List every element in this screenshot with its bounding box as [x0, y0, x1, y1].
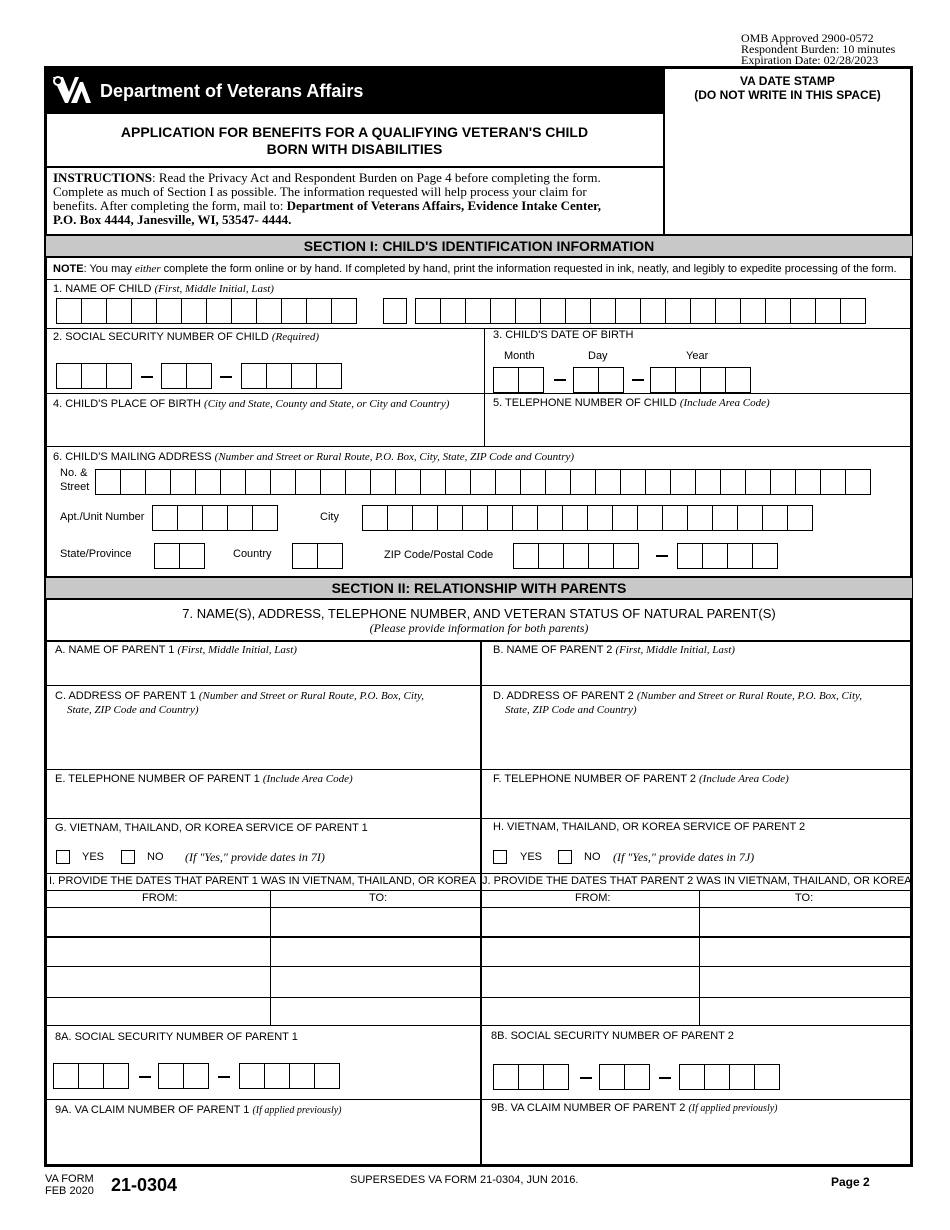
agency-name: Department of Veterans Affairs	[100, 81, 364, 101]
form-title	[46, 124, 663, 158]
va-logo-icon	[52, 74, 92, 106]
parent1-from-header: FROM:	[142, 892, 178, 904]
expiration-date: Expiration Date: 02/28/2023	[741, 53, 879, 67]
apt-boxes[interactable]	[152, 505, 277, 531]
q7-title	[46, 606, 912, 636]
omb-block	[741, 33, 895, 66]
dash	[141, 376, 153, 378]
parent2-service-label: H. VIETNAM, THAILAND, OR KOREA SERVICE OF PARENT 2	[493, 821, 806, 833]
parent2-no-checkbox[interactable]	[558, 850, 572, 864]
country-boxes[interactable]	[292, 543, 342, 569]
apt-label: Apt./Unit Number	[60, 511, 145, 523]
parent1-service-hint: (If "Yes," provide dates in 7I)	[185, 850, 325, 864]
instructions-text: : Read the Privacy Act and Respondent Burden on Page 4 before completing the form.	[151, 170, 601, 185]
city-boxes[interactable]	[362, 505, 812, 531]
stamp-note: (DO NOT WRITE IN THIS SPACE)	[694, 88, 881, 102]
dob-day-label: Day	[588, 350, 608, 362]
parent1-to-cell[interactable]	[272, 908, 479, 1024]
date-stamp-box	[663, 68, 910, 234]
divider	[46, 279, 912, 280]
divider	[46, 769, 912, 770]
divider	[46, 328, 912, 329]
parent2-ssn-part1[interactable]	[493, 1064, 568, 1090]
parent2-from-cell[interactable]	[483, 908, 698, 1024]
state-label: State/Province	[60, 548, 132, 560]
agency-header	[46, 68, 663, 113]
zip-boxes[interactable]	[513, 543, 638, 569]
street-boxes[interactable]	[95, 469, 870, 495]
divider	[46, 166, 663, 168]
section-2-header: SECTION II: RELATIONSHIP WITH PARENTS	[46, 576, 912, 600]
divider	[46, 685, 912, 686]
divider	[46, 112, 663, 114]
parent1-yes-checkbox[interactable]	[56, 850, 70, 864]
form-number: 21-0304	[111, 1175, 178, 1195]
dash	[659, 1077, 671, 1079]
divider	[46, 873, 912, 874]
parent2-address-label: D. ADDRESS OF PARENT 2 (Number and Street or Rural Route, P.O. Box, City, State, ZIP Code and Country)	[493, 690, 863, 716]
q7-label: 7. NAME(S), ADDRESS, TELEPHONE NUMBER, AND VETERAN STATUS OF NATURAL PARENT(S)	[182, 606, 776, 621]
parent2-service-hint: (If "Yes," provide dates in 7J)	[613, 850, 755, 864]
dash	[220, 376, 232, 378]
note-text: : You may	[83, 263, 135, 275]
dash	[554, 379, 566, 381]
dob-year-boxes[interactable]	[650, 367, 750, 393]
divider	[46, 1099, 912, 1100]
parent2-from-header: FROM:	[575, 892, 611, 904]
parent1-claim-label: 9A. VA CLAIM NUMBER OF PARENT 1 (If applied previously)	[55, 1104, 342, 1116]
dash	[580, 1077, 592, 1079]
note-emphasis: either	[134, 263, 161, 275]
divider	[484, 328, 485, 446]
parent2-dates-label: J. PROVIDE THE DATES THAT PARENT 2 WAS IN VIETNAM, THAILAND, OR KOREA	[482, 875, 912, 887]
dash	[632, 379, 644, 381]
parent2-yes-checkbox[interactable]	[493, 850, 507, 864]
child-mailing-address-label: 6. CHILD'S MAILING ADDRESS (Number and Street or Rural Route, P.O. Box, City, State, ZIP Code and Country)	[53, 451, 575, 463]
parent2-claim-field[interactable]	[483, 1118, 911, 1164]
parent1-to-header: TO:	[369, 892, 388, 904]
parent2-claim-label: 9B. VA CLAIM NUMBER OF PARENT 2 (If applied previously)	[491, 1102, 778, 1114]
note	[53, 263, 897, 275]
child-dob-label: 3. CHILD'S DATE OF BIRTH	[493, 329, 634, 341]
city-label: City	[320, 511, 339, 523]
yes-label: YES	[82, 851, 105, 863]
child-ssn-part1[interactable]	[56, 363, 131, 389]
dob-day-boxes[interactable]	[573, 367, 623, 393]
dash	[139, 1076, 151, 1078]
instructions-text: benefits. After completing the form, mail to:	[53, 198, 287, 213]
child-birthplace-label: 4. CHILD'S PLACE OF BIRTH (City and State, County and State, or City and Country)	[53, 398, 450, 410]
mailing-address: Department of Veterans Affairs, Evidence Intake Center,	[286, 198, 601, 213]
supersedes-note: SUPERSEDES VA FORM 21-0304, JUN 2016.	[350, 1174, 579, 1186]
section-1-header: SECTION I: CHILD'S IDENTIFICATION INFORMATION	[46, 234, 912, 258]
parent1-ssn-part3[interactable]	[239, 1063, 339, 1089]
q7-hint: (Please provide information for both parents)	[369, 621, 589, 635]
stamp-title: VA DATE STAMP	[740, 74, 835, 88]
parent1-name-label: A. NAME OF PARENT 1 (First, Middle Initial, Last)	[55, 644, 297, 656]
parent1-ssn-part1[interactable]	[53, 1063, 128, 1089]
parent1-no-checkbox[interactable]	[121, 850, 135, 864]
parent2-to-header: TO:	[795, 892, 814, 904]
country-label: Country	[233, 548, 272, 560]
dob-month-label: Month	[504, 350, 535, 362]
instructions-text: Complete as much of Section I as possible. The information requested will help process your claim for	[53, 184, 587, 199]
divider	[46, 890, 912, 891]
state-boxes[interactable]	[154, 543, 204, 569]
divider	[46, 640, 912, 642]
dob-year-label: Year	[686, 350, 709, 362]
parent1-address-label: C. ADDRESS OF PARENT 1 (Number and Street or Rural Route, P.O. Box, City, State, ZIP Code and Country)	[55, 690, 425, 716]
parent1-ssn-label: 8A. SOCIAL SECURITY NUMBER OF PARENT 1	[55, 1031, 298, 1043]
divider	[46, 1025, 912, 1026]
omb-approved: OMB Approved 2900-0572	[741, 31, 874, 45]
footer-form-id	[45, 1173, 94, 1197]
parent1-from-cell[interactable]	[48, 908, 269, 1024]
instructions-lead: INSTRUCTIONS	[53, 170, 152, 185]
dob-month-boxes[interactable]	[493, 367, 543, 393]
child-ssn-label: 2. SOCIAL SECURITY NUMBER OF CHILD (Required)	[53, 331, 320, 343]
parent1-phone-label: E. TELEPHONE NUMBER OF PARENT 1 (Include Area Code)	[55, 773, 353, 785]
parent2-to-cell[interactable]	[701, 908, 911, 1024]
parent2-ssn-part3[interactable]	[679, 1064, 779, 1090]
no-label: NO	[147, 851, 164, 863]
child-name-first-boxes[interactable]	[56, 298, 356, 324]
divider	[46, 446, 912, 447]
va-form-label: VA FORM	[45, 1173, 94, 1185]
divider	[46, 393, 912, 394]
note-text: complete the form online or by hand. If completed by hand, print the information requested in ink, neatly, and legibly to expedite processing of the form.	[160, 263, 897, 275]
form-title-line1: APPLICATION FOR BENEFITS FOR A QUALIFYING VETERAN'S CHILD	[120, 124, 589, 140]
instructions	[53, 171, 658, 227]
parent2-ssn-part2[interactable]	[599, 1064, 649, 1090]
respondent-burden: Respondent Burden: 10 minutes	[741, 42, 896, 56]
parent1-ssn-part2[interactable]	[158, 1063, 208, 1089]
parent2-name-label: B. NAME OF PARENT 2 (First, Middle Initial, Last)	[493, 644, 735, 656]
child-middle-initial-box[interactable]	[383, 298, 406, 324]
parent1-dates-label: I. PROVIDE THE DATES THAT PARENT 1 WAS IN VIETNAM, THAILAND, OR KOREA	[49, 875, 477, 887]
zip-ext-boxes[interactable]	[677, 543, 777, 569]
page-number: Page 2	[831, 1175, 870, 1189]
divider	[46, 818, 912, 819]
divider	[699, 890, 700, 1025]
form-title-line2: BORN WITH DISABILITIES	[266, 141, 443, 157]
column-divider	[480, 640, 482, 1166]
yes-label: YES	[520, 851, 543, 863]
parent2-phone-label: F. TELEPHONE NUMBER OF PARENT 2 (Include Area Code)	[493, 773, 789, 785]
divider	[270, 890, 271, 1025]
dash	[218, 1076, 230, 1078]
child-phone-label: 5. TELEPHONE NUMBER OF CHILD (Include Area Code)	[493, 397, 770, 409]
parent1-service-label: G. VIETNAM, THAILAND, OR KOREA SERVICE OF PARENT 1	[55, 822, 368, 834]
parent1-claim-field[interactable]	[48, 1120, 478, 1164]
child-name-label: 1. NAME OF CHILD (First, Middle Initial, Last)	[53, 283, 274, 295]
zip-label: ZIP Code/Postal Code	[384, 549, 494, 561]
child-ssn-part3[interactable]	[241, 363, 341, 389]
form-date: FEB 2020	[45, 1185, 94, 1197]
child-name-last-boxes[interactable]	[415, 298, 865, 324]
street-label: No. & Street	[60, 467, 90, 493]
dash	[656, 555, 668, 557]
mailing-address: P.O. Box 4444, Janesville, WI, 53547- 4444.	[53, 212, 292, 227]
note-lead: NOTE	[53, 263, 84, 275]
no-label: NO	[584, 851, 601, 863]
child-ssn-part2[interactable]	[161, 363, 211, 389]
parent2-ssn-label: 8B. SOCIAL SECURITY NUMBER OF PARENT 2	[491, 1030, 734, 1042]
